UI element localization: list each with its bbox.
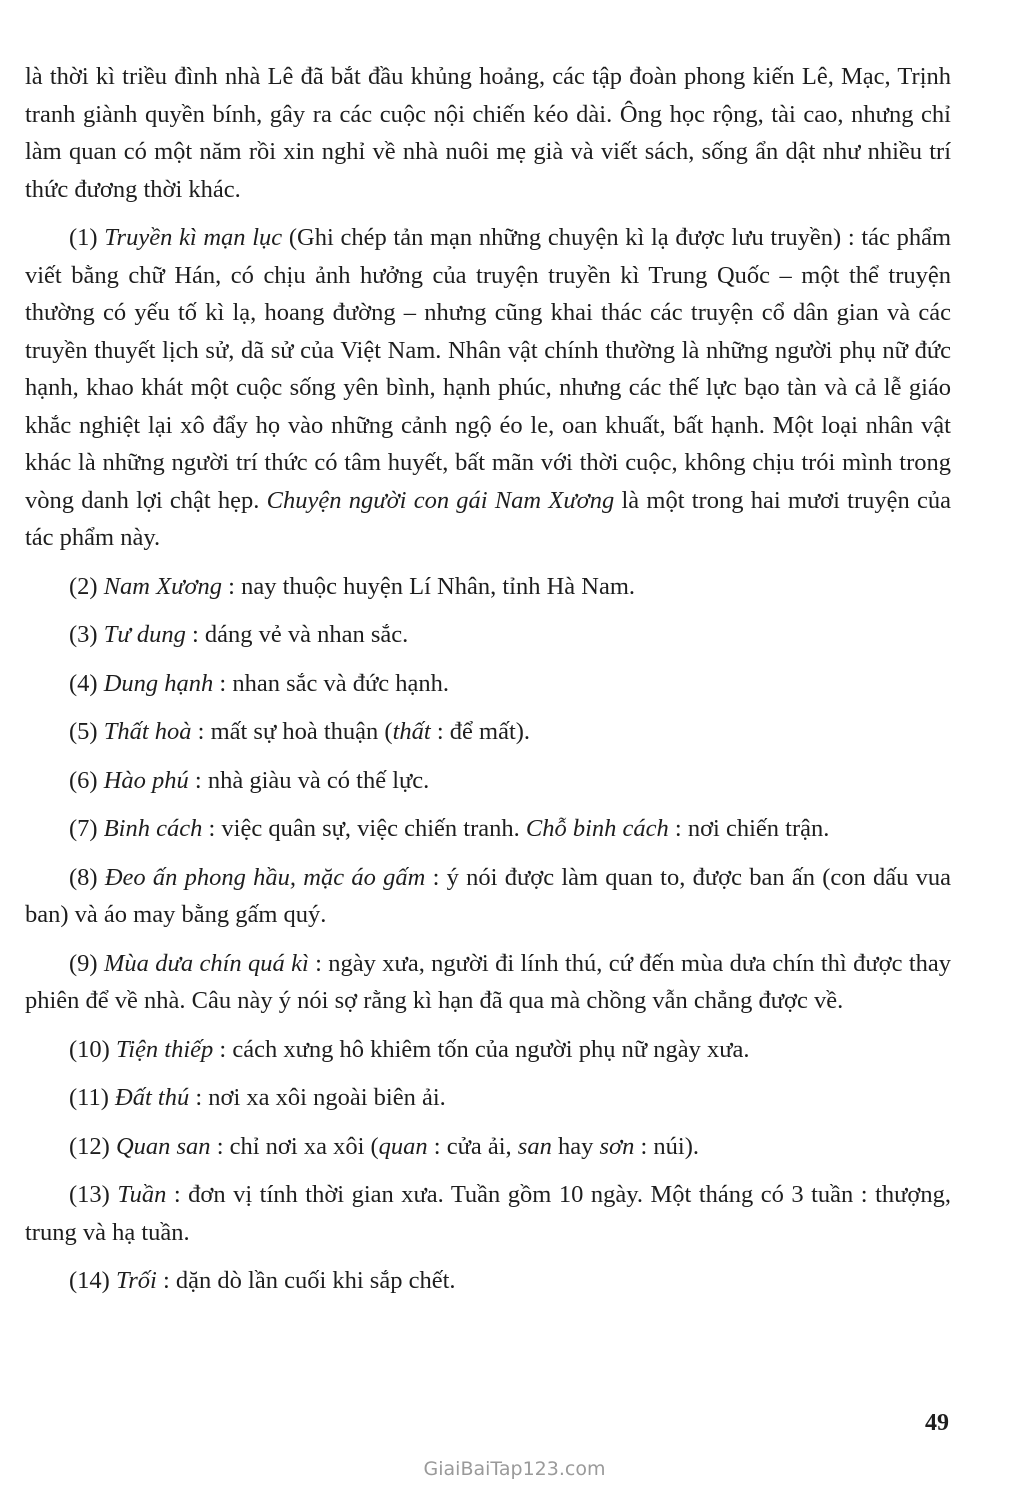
note-3	[25, 616, 951, 654]
page-text	[25, 58, 951, 1300]
note-2	[25, 568, 951, 606]
note-7	[25, 810, 951, 848]
note-text: : để mất).	[430, 718, 531, 745]
note-number: (1)	[69, 224, 98, 251]
note-number: (7)	[69, 815, 98, 842]
note-number: (4)	[69, 669, 98, 697]
note-number: (8)	[69, 863, 98, 891]
note-number: (9)	[69, 949, 98, 977]
note-term: Hào phú	[103, 766, 189, 794]
note-number: (14)	[69, 1267, 110, 1294]
note-term: san	[517, 1132, 552, 1160]
note-term: Truyền kì mạn lục	[104, 224, 283, 251]
note-term: Tư dung	[103, 621, 186, 648]
note-14	[25, 1262, 951, 1300]
note-text: : dáng vẻ và nhan sắc.	[185, 621, 409, 648]
note-term: Chỗ binh cách	[525, 815, 669, 842]
note-text: : núi).	[634, 1132, 699, 1160]
note-term: Thất hoà	[103, 718, 192, 745]
note-text: : ngày xưa, người đi lính thú, cứ đến mùa dưa chín thì được thay phiên để về nhà. Câu này ý nói sợ rằng kì hạn đã qua mà chồng vẫn chẳng được về.	[25, 949, 951, 1014]
note-term: Quan san	[115, 1132, 211, 1160]
note-number: (11)	[69, 1084, 109, 1111]
note-10	[25, 1031, 951, 1069]
page-number: 49	[925, 1410, 949, 1436]
note-term: Dung hạnh	[103, 669, 214, 697]
note-text: : cách xưng hô khiêm tốn của người phụ nữ ngày xưa.	[213, 1035, 750, 1063]
note-text: là một trong hai mươi truyện của tác phẩm này.	[25, 486, 951, 551]
note-text: : nhan sắc và đức hạnh.	[213, 669, 450, 697]
note-text: (Ghi chép tản mạn những chuyện kì lạ được lưu truyền) : tác phẩm viết bằng chữ Hán, có chịu ảnh hưởng của truyện truyền kì Trung Quốc – một thể truyện thường có yếu tố kì lạ, hoang đường – nhưng cũng khai thác các truyện cổ dân gian và các truyền thuyết lịch sử, dã sử của Việt Nam. Nhân vật chính thường là những người phụ nữ đức hạnh, khao khát một cuộc sống yên bình, hạnh phúc, nhưng các thế lực bạo tàn và cả lễ giáo khắc nghiệt lại xô đẩy họ vào những cảnh ngộ éo le, oan khuất, bất hạnh. Một loại nhân vật khác là những người trí thức có tâm huyết, bất mãn với thời cuộc, không chịu trói mình trong vòng danh lợi chật hẹp.	[25, 224, 951, 514]
note-term: Đeo ấn phong hầu, mặc áo gấm	[104, 863, 426, 891]
note-text: : ý nói được làm quan to, được ban ấn (con dấu vua ban) và áo may bằng gấm quý.	[25, 863, 952, 928]
note-text: : đơn vị tính thời gian xưa. Tuần gồm 10 ngày. Một tháng có 3 tuần : thượng, trung và hạ tuần.	[25, 1181, 952, 1246]
note-text: : cửa ải,	[427, 1132, 518, 1160]
note-13	[25, 1176, 951, 1251]
note-11	[25, 1079, 951, 1117]
note-9	[25, 945, 951, 1020]
note-text: : nhà giàu và có thế lực.	[188, 766, 430, 794]
note-1	[25, 219, 951, 557]
note-number: (5)	[69, 718, 98, 745]
note-term: quan	[378, 1132, 428, 1160]
note-text: : nơi xa xôi ngoài biên ải.	[189, 1084, 446, 1111]
note-text: hay	[551, 1132, 600, 1160]
note-text: : việc quân sự, việc chiến tranh.	[202, 815, 526, 842]
note-number: (2)	[69, 572, 98, 600]
note-term: Tuần	[117, 1181, 167, 1208]
note-text: : mất sự hoà thuận (	[191, 718, 393, 745]
note-number: (12)	[69, 1132, 110, 1160]
note-5	[25, 713, 951, 751]
note-number: (6)	[69, 766, 98, 794]
note-term: Binh cách	[103, 815, 203, 842]
note-term: Tiện thiếp	[115, 1035, 214, 1063]
note-number: (3)	[69, 621, 98, 648]
note-4	[25, 665, 951, 703]
note-text: : nơi chiến trận.	[668, 815, 830, 842]
note-text: : chỉ nơi xa xôi (	[210, 1132, 379, 1160]
note-term: Trối	[115, 1267, 157, 1294]
note-6	[25, 762, 951, 800]
note-text: : dặn dò lần cuối khi sắp chết.	[156, 1267, 456, 1294]
note-term: Chuyện người con gái Nam Xương	[266, 486, 615, 514]
note-8	[25, 859, 951, 934]
note-12	[25, 1128, 951, 1166]
note-text: : nay thuộc huyện Lí Nhân, tỉnh Hà Nam.	[222, 572, 636, 600]
note-term: Mùa dưa chín quá kì	[103, 949, 309, 977]
note-number: (10)	[69, 1035, 110, 1063]
note-term: Đất thú	[115, 1084, 190, 1111]
note-term: sơn	[599, 1132, 635, 1160]
watermark: GiaiBaiTap123.com	[423, 1458, 606, 1480]
note-number: (13)	[69, 1181, 110, 1208]
intro-paragraph: là thời kì triều đình nhà Lê đã bắt đầu khủng hoảng, các tập đoàn phong kiến Lê, Mạc, Trịnh tranh giành quyền bính, gây ra các cuộc nội chiến kéo dài. Ông học rộng, tài cao, nhưng chỉ làm quan có một năm rồi xin nghỉ về nhà nuôi mẹ già và viết sách, sống ẩn dật như nhiều trí thức đương thời khác.	[25, 63, 951, 203]
note-term: thất	[392, 718, 431, 745]
note-term: Nam Xương	[103, 572, 223, 600]
